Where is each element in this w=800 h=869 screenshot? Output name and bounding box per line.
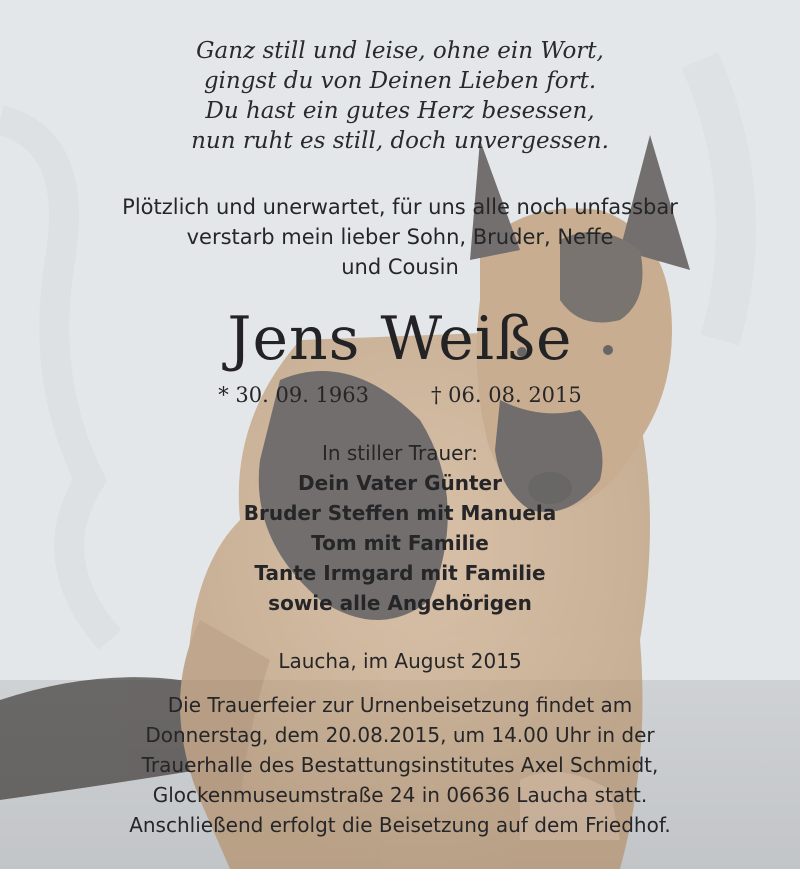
birth-date: * 30. 09. 1963 — [218, 383, 369, 407]
poem-line: nun ruht es still, doch unvergessen. — [191, 128, 609, 154]
mourner: Tante Irmgard mit Familie — [254, 561, 546, 585]
service-line: Trauerhalle des Bestattungsinstitutes Axel Schmidt, — [141, 753, 659, 777]
memorial-poem — [0, 36, 800, 156]
service-line: Die Trauerfeier zur Urnenbeisetzung findet am — [167, 693, 633, 717]
death-date: † 06. 08. 2015 — [431, 383, 582, 407]
announcement-line: und Cousin — [341, 255, 459, 279]
announcement-line: verstarb mein lieber Sohn, Bruder, Neffe — [186, 225, 614, 249]
mourner: Tom mit Familie — [311, 531, 489, 555]
service-line: Donnerstag, dem 20.08.2015, um 14.00 Uhr in der — [145, 723, 655, 747]
mourners-list — [0, 468, 800, 618]
death-announcement — [0, 192, 800, 282]
announcement-line: Plötzlich und unerwartet, für uns alle noch unfassbar — [122, 195, 678, 219]
mourner: sowie alle Angehörigen — [268, 591, 532, 615]
mourner: Bruder Steffen mit Manuela — [243, 501, 557, 525]
service-details — [0, 690, 800, 840]
poem-line: gingst du von Deinen Lieben fort. — [203, 68, 597, 94]
poem-line: Ganz still und leise, ohne ein Wort, — [196, 38, 604, 64]
mourner: Dein Vater Günter — [298, 471, 502, 495]
deceased-name: Jens Weiße — [227, 304, 573, 374]
service-line: Anschließend erfolgt die Beisetzung auf dem Friedhof. — [129, 813, 671, 837]
place-date: Laucha, im August 2015 — [278, 649, 522, 673]
service-line: Glockenmuseumstraße 24 in 06636 Laucha statt. — [152, 783, 648, 807]
life-dates — [0, 380, 800, 410]
mourning-label: In stiller Trauer: — [321, 441, 479, 465]
poem-line: Du hast ein gutes Herz besessen, — [205, 98, 595, 124]
